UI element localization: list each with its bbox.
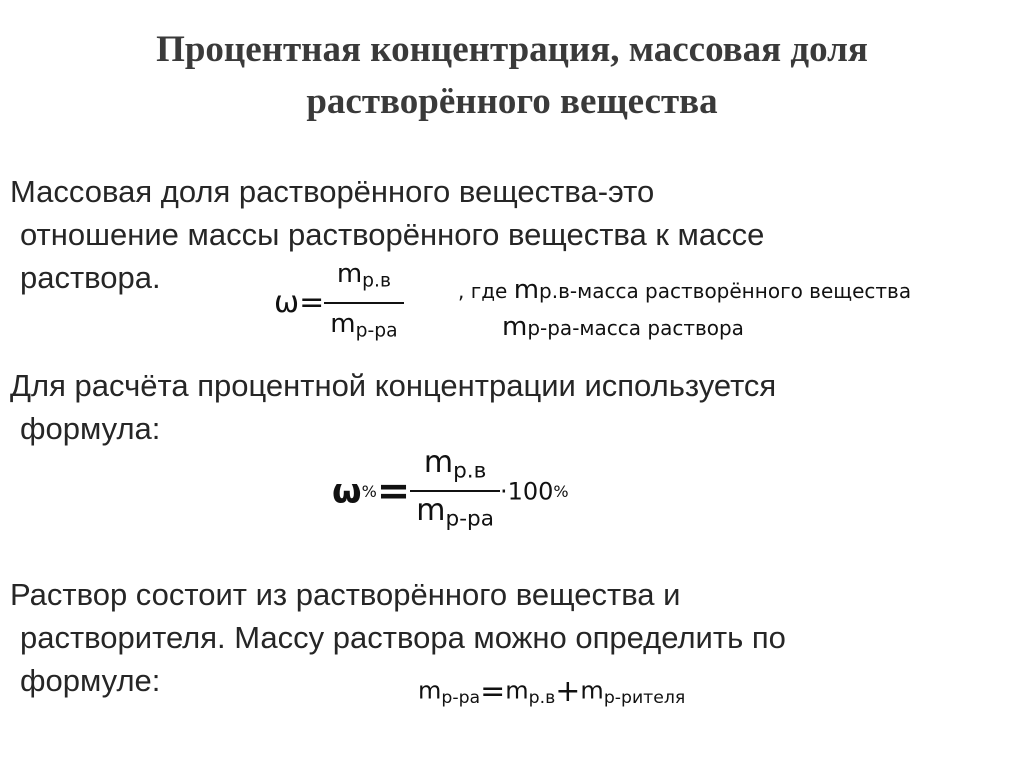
numerator-m: m [423, 445, 454, 480]
paragraph3-line-3: формуле: [20, 663, 161, 698]
term2-subscript: р-рителя [603, 687, 686, 708]
paragraph2-line-2: формула: [20, 411, 161, 446]
numerator [324, 254, 403, 304]
numerator-subscript: р.в [453, 458, 487, 484]
percent-sign: % [553, 481, 569, 501]
lhs-subscript: р-ра [441, 687, 481, 708]
legend-m2-subscript: р-ра [527, 316, 573, 340]
omega-symbol: ω [332, 471, 362, 512]
numerator [410, 444, 500, 492]
formula-solution-mass [418, 674, 685, 709]
title-line-2: растворённого вещества [306, 81, 718, 122]
equals-sign: = [480, 674, 506, 709]
lhs-m: m [418, 676, 442, 705]
fraction [410, 444, 500, 539]
omega-percent-subscript: % [361, 481, 377, 501]
denominator-subscript: р-ра [355, 320, 398, 342]
denominator-m: m [416, 493, 446, 529]
denominator-m: m [330, 308, 356, 339]
legend-m2: m [502, 312, 528, 342]
title-line-1: Процентная концентрация, массовая доля [156, 29, 868, 70]
legend-row-solute [458, 272, 911, 309]
omega-equals: ω= [274, 285, 325, 321]
paragraph3-line-2: растворителя. Массу раствора можно определить по [20, 620, 786, 655]
term1-m: m [505, 676, 529, 705]
denominator [324, 304, 403, 352]
term2-m: m [580, 676, 604, 705]
numerator-m: m [336, 259, 363, 289]
slide-title [0, 24, 1024, 128]
term1-subscript: р.в [528, 687, 556, 708]
formula-mass-fraction [274, 254, 404, 351]
equals-sign: = [376, 468, 411, 515]
fraction [324, 254, 403, 351]
paragraph1-line-2: отношение массы растворённого вещества к массе [20, 217, 765, 252]
numerator-subscript: р.в [362, 270, 391, 292]
legend-where: , где [458, 279, 514, 303]
paragraph1-line-1: Массовая доля растворённого вещества-это [10, 174, 655, 209]
paragraph-percent-concentration [10, 364, 776, 450]
denominator-subscript: р-ра [445, 506, 494, 532]
formula-legend [458, 272, 911, 346]
denominator [410, 492, 500, 538]
plus-sign: + [555, 674, 581, 709]
paragraph1-line-3: раствора. [20, 260, 161, 295]
paragraph3-line-1: Раствор состоит из растворённого вещества и [10, 577, 681, 612]
multiplier: ·100 [499, 477, 554, 506]
legend-m2-description: -масса раствора [572, 316, 744, 340]
paragraph2-line-1: Для расчёта процентной концентрации используется [10, 368, 777, 403]
formula-percent-concentration [332, 444, 569, 539]
legend-row-solution [458, 309, 911, 346]
legend-m1-subscript: р.в [539, 279, 570, 303]
legend-m1: m [513, 275, 540, 305]
legend-m1-description: -масса растворённого вещества [569, 279, 912, 303]
